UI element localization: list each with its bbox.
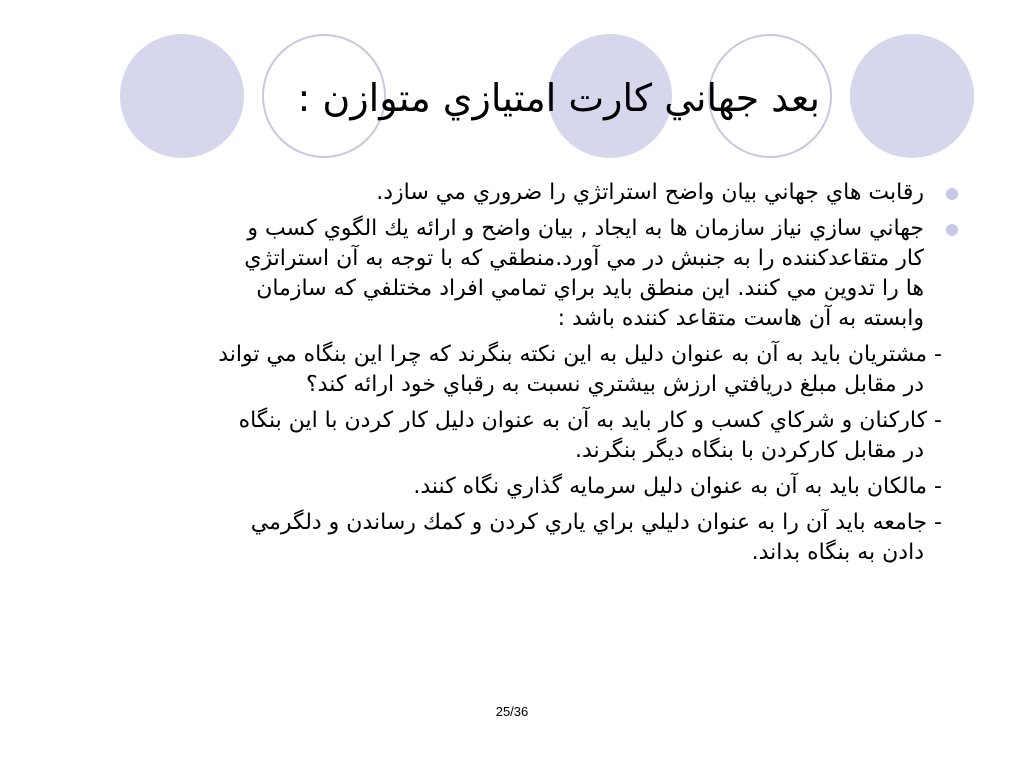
- dash-item-line: - جامعه بايد آن را به عنوان دليلي براي ياري كردن و كمك رساندن و دلگرمي: [250, 510, 942, 535]
- bullet-point: [52, 214, 964, 334]
- dash-item-line: دادن به بنگاه بداند.: [751, 540, 924, 565]
- dash-item: [52, 406, 964, 466]
- page-number: 25/36: [495, 704, 529, 719]
- dash-item: [52, 472, 964, 502]
- header-circle-5: [850, 34, 974, 158]
- dash-item: [52, 340, 964, 400]
- dash-item-line: در مقابل مبلغ دريافتي ارزش بيشتري نسبت به رقباي خود ارائه كند؟: [306, 372, 924, 397]
- bullet-line: كار متقاعدكننده را به جنبش در مي آورد.منطقي كه با توجه به آن استراتژي: [244, 246, 924, 271]
- dash-item-line: در مقابل كاركردن با بنگاه ديگر بنگرند.: [574, 438, 924, 463]
- bullet-line: جهاني سازي نياز سازمان ها به ايجاد , بيان واضح و ارائه يك الگوي كسب و: [247, 216, 924, 241]
- dash-item-line: - مالكان بايد به آن به عنوان دليل سرمايه گذاري نگاه كنند.: [413, 474, 942, 499]
- bullet-line: وابسته به آن هاست متقاعد كننده باشد :: [557, 306, 924, 331]
- bullet-line: رقابت هاي جهاني بيان واضح استراتژي را ضروري مي سازد.: [376, 180, 924, 205]
- bullet-point: [52, 178, 964, 208]
- dash-item: [52, 508, 964, 568]
- dash-item-line: - مشتريان بايد به آن به عنوان دليل به اين نكته بنگرند كه چرا اين بنگاه مي تواند: [218, 342, 942, 367]
- bullet-line: ها را تدوين مي كنند. اين منطق بايد براي تمامي افراد مختلفي كه سازمان: [256, 276, 924, 301]
- bullet-icon: [946, 224, 958, 236]
- slide-title: بعد جهاني كارت امتيازي متوازن :: [297, 76, 820, 120]
- slide-body: [52, 178, 964, 574]
- dash-item-line: - كاركنان و شركاي كسب و كار بايد به آن به عنوان دليل كار كردن با اين بنگاه: [238, 408, 942, 433]
- bullet-icon: [946, 188, 958, 200]
